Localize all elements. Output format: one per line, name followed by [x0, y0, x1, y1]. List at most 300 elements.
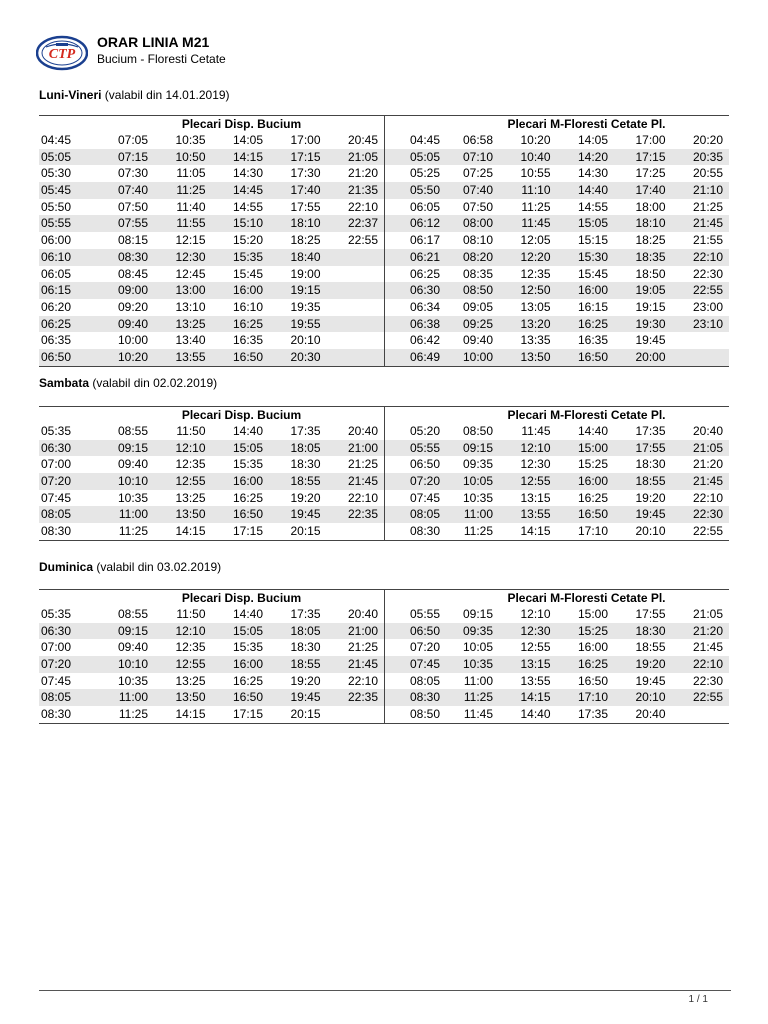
departure-time: 23:10	[692, 316, 723, 331]
departure-time: 05:50	[410, 183, 441, 198]
departure-time: 07:20	[41, 474, 72, 489]
row-left-half	[39, 440, 384, 457]
departure-time: 17:35	[635, 424, 666, 438]
departure-time: 13:50	[520, 349, 551, 364]
departure-time: 05:35	[41, 607, 72, 621]
departure-time: 16:25	[232, 490, 263, 505]
departure-time: 20:10	[635, 690, 666, 705]
departure-time: 19:15	[290, 283, 321, 298]
departure-time: 09:15	[462, 440, 493, 455]
departure-time	[672, 349, 730, 366]
departure-time: 13:50	[175, 690, 206, 705]
departure-time: 10:35	[175, 133, 206, 147]
departure-time: 14:30	[232, 166, 263, 181]
departure-time: 16:50	[232, 507, 263, 522]
departure-time: 16:25	[232, 316, 263, 331]
departure-time: 19:35	[290, 299, 321, 314]
departure-time: 05:55	[41, 216, 72, 231]
departure-time	[672, 332, 730, 349]
departure-time: 19:45	[290, 507, 321, 522]
departure-time: 12:45	[175, 266, 206, 281]
departure-time: 17:15	[232, 707, 263, 722]
departure-time: 19:45	[635, 673, 666, 688]
departure-time: 14:40	[232, 607, 263, 621]
timetable-saturday	[39, 406, 729, 541]
departure-time: 14:15	[175, 707, 206, 722]
departure-time: 12:05	[520, 233, 551, 248]
row-left-half	[39, 316, 384, 333]
route-subtitle: Bucium - Floresti Cetate	[97, 52, 226, 66]
departure-time: 15:30	[577, 249, 608, 264]
departure-time: 08:55	[117, 607, 148, 621]
departure-time: 12:55	[175, 657, 206, 672]
departure-time: 05:55	[410, 607, 441, 621]
section-valid: (valabil din 03.02.2019)	[96, 560, 222, 574]
table-divider	[384, 116, 385, 366]
departure-time: 04:45	[410, 133, 441, 147]
row-left-half	[39, 249, 384, 266]
departure-time: 11:45	[521, 216, 551, 231]
departure-time: 16:00	[577, 474, 608, 489]
departure-time: 21:00	[347, 623, 378, 638]
departure-time: 17:25	[635, 166, 666, 181]
departure-time: 22:37	[347, 216, 378, 231]
departure-time: 16:50	[232, 349, 263, 364]
departure-time: 11:25	[176, 183, 206, 198]
departure-time: 08:50	[462, 424, 493, 438]
departure-time: 18:30	[290, 640, 321, 655]
departure-time: 06:05	[410, 199, 441, 214]
departure-time: 05:25	[410, 166, 441, 181]
departure-time: 21:25	[692, 199, 723, 214]
departure-time: 12:35	[520, 266, 551, 281]
departure-time: 08:30	[410, 690, 441, 705]
departure-time: 13:55	[520, 673, 551, 688]
departure-time: 13:40	[175, 333, 206, 348]
departure-time: 20:40	[347, 424, 378, 438]
table-divider	[384, 590, 385, 723]
row-left-half	[39, 656, 384, 673]
departure-time: 19:45	[635, 507, 666, 522]
departure-time	[327, 249, 385, 266]
departure-time: 15:45	[577, 266, 608, 281]
departure-time: 21:00	[347, 440, 378, 455]
departure-time: 09:40	[117, 640, 148, 655]
departure-time: 17:15	[635, 149, 666, 164]
row-left-half	[39, 606, 384, 623]
departure-time: 18:55	[635, 474, 666, 489]
departure-time: 07:00	[41, 640, 72, 655]
departure-time: 12:10	[520, 440, 551, 455]
departure-time: 16:35	[577, 333, 608, 348]
departure-time: 16:50	[577, 349, 608, 364]
departure-time: 15:25	[577, 623, 608, 638]
departure-time: 12:55	[520, 640, 551, 655]
departure-time: 07:40	[117, 183, 148, 198]
departure-time: 17:00	[290, 133, 321, 147]
departure-time: 08:30	[117, 249, 148, 264]
section-label-weekday	[39, 88, 230, 102]
departure-time: 10:00	[117, 333, 148, 348]
departure-time: 07:05	[117, 133, 148, 147]
departure-time: 11:00	[118, 507, 148, 522]
departure-time: 06:25	[410, 266, 441, 281]
departure-time: 08:05	[41, 507, 72, 522]
departure-time: 06:30	[41, 440, 72, 455]
departure-time: 15:05	[232, 440, 263, 455]
departure-time: 13:55	[520, 507, 551, 522]
row-left-half	[39, 639, 384, 656]
departure-time: 08:05	[410, 673, 441, 688]
timetable-weekday	[39, 115, 729, 367]
departure-time: 11:00	[463, 507, 493, 522]
departure-time: 11:05	[176, 166, 206, 181]
departure-time: 07:45	[41, 490, 72, 505]
row-left-half	[39, 299, 384, 316]
departure-time: 08:05	[41, 690, 72, 705]
row-left-half	[39, 673, 384, 690]
departure-time: 06:05	[41, 266, 72, 281]
departure-time: 08:00	[462, 216, 493, 231]
departure-time: 07:10	[462, 149, 493, 164]
departure-time: 22:10	[692, 249, 723, 264]
section-label-saturday	[39, 376, 217, 390]
departure-time: 09:25	[462, 316, 493, 331]
departure-time: 20:35	[692, 149, 723, 164]
departure-time: 14:15	[520, 690, 551, 705]
row-right-half	[384, 423, 729, 440]
departure-time: 11:55	[176, 216, 206, 231]
departure-time: 11:25	[463, 524, 493, 539]
departure-time: 14:40	[577, 424, 608, 438]
departure-time: 14:05	[232, 133, 263, 147]
row-right-half	[384, 215, 729, 232]
row-right-half	[384, 673, 729, 690]
departure-time: 07:50	[462, 199, 493, 214]
departure-time: 13:05	[520, 299, 551, 314]
departure-time: 09:15	[462, 607, 493, 621]
departure-time: 07:55	[117, 216, 148, 231]
departure-time: 06:58	[462, 133, 493, 147]
departure-time: 09:40	[117, 457, 148, 472]
departure-time: 12:35	[175, 457, 206, 472]
departure-time: 10:10	[117, 657, 148, 672]
svg-text:CTP: CTP	[48, 47, 76, 62]
departure-time: 16:00	[232, 657, 263, 672]
departure-time: 22:10	[692, 657, 723, 672]
departure-time: 14:20	[577, 149, 608, 164]
departure-time: 10:10	[117, 474, 148, 489]
departure-time	[327, 266, 385, 283]
row-left-half	[39, 689, 384, 706]
departure-time: 07:45	[41, 673, 72, 688]
departure-time: 20:10	[290, 333, 321, 348]
departure-time: 21:05	[692, 440, 723, 455]
departure-time: 14:05	[577, 133, 608, 147]
departure-time: 11:25	[463, 690, 493, 705]
departure-time: 17:55	[635, 440, 666, 455]
departure-time: 19:20	[290, 490, 321, 505]
departure-time: 21:20	[692, 623, 723, 638]
departure-time: 05:30	[41, 166, 72, 181]
row-left-half	[39, 490, 384, 507]
departure-time: 14:15	[232, 149, 263, 164]
departure-time: 21:20	[347, 166, 378, 181]
departure-time: 18:30	[290, 457, 321, 472]
departure-time: 14:15	[175, 524, 206, 539]
row-right-half	[384, 316, 729, 333]
departure-time: 16:00	[577, 640, 608, 655]
departure-time: 10:20	[520, 133, 551, 147]
departure-time: 11:00	[118, 690, 148, 705]
departure-time: 22:30	[692, 507, 723, 522]
departure-time: 13:55	[175, 349, 206, 364]
section-valid: (valabil din 14.01.2019)	[104, 88, 230, 102]
departure-time: 06:21	[410, 249, 441, 264]
departure-time: 15:45	[232, 266, 263, 281]
departure-time: 17:15	[290, 149, 321, 164]
row-right-half	[384, 623, 729, 640]
departure-time: 18:05	[290, 623, 321, 638]
departure-time: 17:35	[577, 707, 608, 722]
departure-time: 09:40	[462, 333, 493, 348]
departure-time: 20:10	[635, 524, 666, 539]
departure-time: 12:30	[175, 249, 206, 264]
departure-time: 16:50	[577, 673, 608, 688]
departure-time: 19:05	[635, 283, 666, 298]
departure-time: 08:10	[462, 233, 493, 248]
departure-time: 14:30	[577, 166, 608, 181]
departure-time: 07:45	[410, 490, 441, 505]
departure-time: 16:25	[577, 490, 608, 505]
departure-time: 06:00	[41, 233, 72, 248]
departure-time: 07:20	[410, 474, 441, 489]
departure-time: 21:45	[692, 216, 723, 231]
departure-time: 05:35	[41, 424, 72, 438]
departure-time: 15:15	[577, 233, 608, 248]
row-right-half	[384, 249, 729, 266]
departure-time: 18:40	[290, 249, 321, 264]
departure-time: 12:20	[520, 249, 551, 264]
departure-time: 16:25	[577, 316, 608, 331]
departure-time: 13:25	[175, 316, 206, 331]
departure-time: 06:38	[410, 316, 441, 331]
departure-time: 18:30	[635, 623, 666, 638]
departure-time: 23:00	[692, 299, 723, 314]
row-right-half	[384, 606, 729, 623]
departure-time	[327, 316, 385, 333]
departure-time: 12:30	[520, 623, 551, 638]
departure-time: 11:45	[463, 707, 493, 722]
departure-time: 06:30	[410, 283, 441, 298]
header-left: Plecari Disp. Bucium	[181, 591, 302, 605]
departure-time: 06:50	[410, 623, 441, 638]
departure-time: 21:45	[347, 474, 378, 489]
departure-time: 06:12	[410, 216, 441, 231]
departure-time	[327, 299, 385, 316]
departure-time: 12:30	[520, 457, 551, 472]
section-label-sunday	[39, 560, 221, 574]
row-left-half	[39, 623, 384, 640]
departure-time: 17:15	[232, 524, 263, 539]
departure-time: 11:25	[118, 707, 148, 722]
row-left-half	[39, 182, 384, 199]
departure-time: 06:30	[41, 623, 72, 638]
row-left-half	[39, 423, 384, 440]
departure-time: 09:15	[117, 440, 148, 455]
departure-time: 12:55	[520, 474, 551, 489]
departure-time: 12:10	[520, 607, 551, 621]
header-right: Plecari M-Floresti Cetate Pl.	[507, 408, 666, 422]
departure-time: 12:35	[175, 640, 206, 655]
departure-time	[327, 349, 385, 366]
departure-time: 22:35	[347, 690, 378, 705]
section-day: Duminica	[39, 560, 94, 574]
departure-time: 10:35	[462, 657, 493, 672]
row-right-half	[384, 656, 729, 673]
departure-time: 06:25	[41, 316, 72, 331]
departure-time: 20:00	[635, 349, 666, 364]
departure-time: 17:35	[290, 607, 321, 621]
departure-time: 08:05	[410, 507, 441, 522]
header-left: Plecari Disp. Bucium	[181, 408, 302, 422]
departure-time: 22:10	[347, 199, 378, 214]
departure-time: 21:55	[692, 233, 723, 248]
timetable-sunday	[39, 589, 729, 724]
departure-time: 06:50	[410, 457, 441, 472]
departure-time: 09:05	[462, 299, 493, 314]
departure-time: 15:35	[232, 457, 263, 472]
departure-time: 17:40	[635, 183, 666, 198]
departure-time: 09:15	[117, 623, 148, 638]
row-right-half	[384, 149, 729, 166]
departure-time: 15:25	[577, 457, 608, 472]
header-left: Plecari Disp. Bucium	[181, 117, 302, 131]
departure-time: 17:00	[635, 133, 666, 147]
departure-time: 19:20	[290, 673, 321, 688]
row-left-half	[39, 165, 384, 182]
header-right: Plecari M-Floresti Cetate Pl.	[507, 591, 666, 605]
departure-time: 11:25	[118, 524, 148, 539]
departure-time: 14:55	[577, 199, 608, 214]
row-right-half	[384, 299, 729, 316]
departure-time: 05:05	[410, 149, 441, 164]
departure-time: 22:55	[692, 524, 723, 539]
departure-time: 07:30	[117, 166, 148, 181]
departure-time: 19:00	[290, 266, 321, 281]
departure-time: 04:45	[41, 133, 72, 147]
departure-time: 08:55	[117, 424, 148, 438]
departure-time: 16:00	[232, 283, 263, 298]
row-right-half	[384, 490, 729, 507]
departure-time: 06:35	[41, 333, 72, 348]
departure-time: 22:35	[347, 507, 378, 522]
departure-time: 15:20	[232, 233, 263, 248]
departure-time: 18:05	[290, 440, 321, 455]
departure-time: 17:30	[290, 166, 321, 181]
departure-time: 21:35	[347, 183, 378, 198]
departure-time: 11:10	[521, 183, 551, 198]
departure-time: 18:00	[635, 199, 666, 214]
departure-time: 10:55	[520, 166, 551, 181]
departure-time: 11:50	[176, 607, 206, 621]
departure-time: 09:20	[117, 299, 148, 314]
departure-time: 16:00	[232, 474, 263, 489]
header-right: Plecari M-Floresti Cetate Pl.	[507, 117, 666, 131]
departure-time: 10:50	[175, 149, 206, 164]
departure-time: 06:10	[41, 249, 72, 264]
departure-time: 22:55	[692, 690, 723, 705]
departure-time: 21:45	[347, 657, 378, 672]
departure-time: 21:25	[347, 457, 378, 472]
row-left-half	[39, 523, 384, 540]
departure-time: 07:20	[41, 657, 72, 672]
departure-time: 15:35	[232, 640, 263, 655]
departure-time: 08:30	[41, 707, 72, 722]
departure-time: 22:10	[347, 490, 378, 505]
departure-time: 22:10	[692, 490, 723, 505]
row-left-half	[39, 149, 384, 166]
departure-time: 16:00	[577, 283, 608, 298]
departure-time: 12:10	[175, 440, 206, 455]
departure-time: 11:25	[521, 199, 551, 214]
departure-time: 15:05	[577, 216, 608, 231]
row-right-half	[384, 349, 729, 366]
departure-time: 07:15	[117, 149, 148, 164]
departure-time: 06:17	[410, 233, 441, 248]
departure-time: 21:05	[692, 607, 723, 621]
departure-time: 13:35	[520, 333, 551, 348]
row-right-half	[384, 199, 729, 216]
departure-time: 19:45	[635, 333, 666, 348]
departure-time: 18:55	[290, 474, 321, 489]
departure-time: 08:50	[410, 707, 441, 722]
row-left-half	[39, 706, 384, 723]
departure-time: 10:40	[520, 149, 551, 164]
footer-divider	[39, 990, 731, 991]
departure-time: 09:35	[462, 457, 493, 472]
row-left-half	[39, 215, 384, 232]
page-number: 1 / 1	[688, 994, 708, 1005]
departure-time: 17:35	[290, 424, 321, 438]
departure-time: 11:00	[463, 673, 493, 688]
departure-time: 08:50	[462, 283, 493, 298]
departure-time: 19:55	[290, 316, 321, 331]
departure-time: 21:20	[692, 457, 723, 472]
departure-time: 16:15	[577, 299, 608, 314]
departure-time	[327, 282, 385, 299]
row-right-half	[384, 473, 729, 490]
departure-time: 11:40	[176, 199, 206, 214]
departure-time: 10:35	[117, 673, 148, 688]
departure-time: 17:10	[577, 524, 608, 539]
row-left-half	[39, 232, 384, 249]
row-right-half	[384, 440, 729, 457]
departure-time: 14:40	[577, 183, 608, 198]
departure-time: 13:15	[520, 657, 551, 672]
departure-time: 18:30	[635, 457, 666, 472]
row-right-half	[384, 523, 729, 540]
departure-time: 18:55	[635, 640, 666, 655]
row-left-half	[39, 506, 384, 523]
departure-time: 13:00	[175, 283, 206, 298]
departure-time: 20:30	[290, 349, 321, 364]
departure-time: 09:35	[462, 623, 493, 638]
row-right-half	[384, 506, 729, 523]
departure-time: 11:45	[521, 424, 551, 438]
row-right-half	[384, 232, 729, 249]
departure-time: 19:15	[635, 299, 666, 314]
